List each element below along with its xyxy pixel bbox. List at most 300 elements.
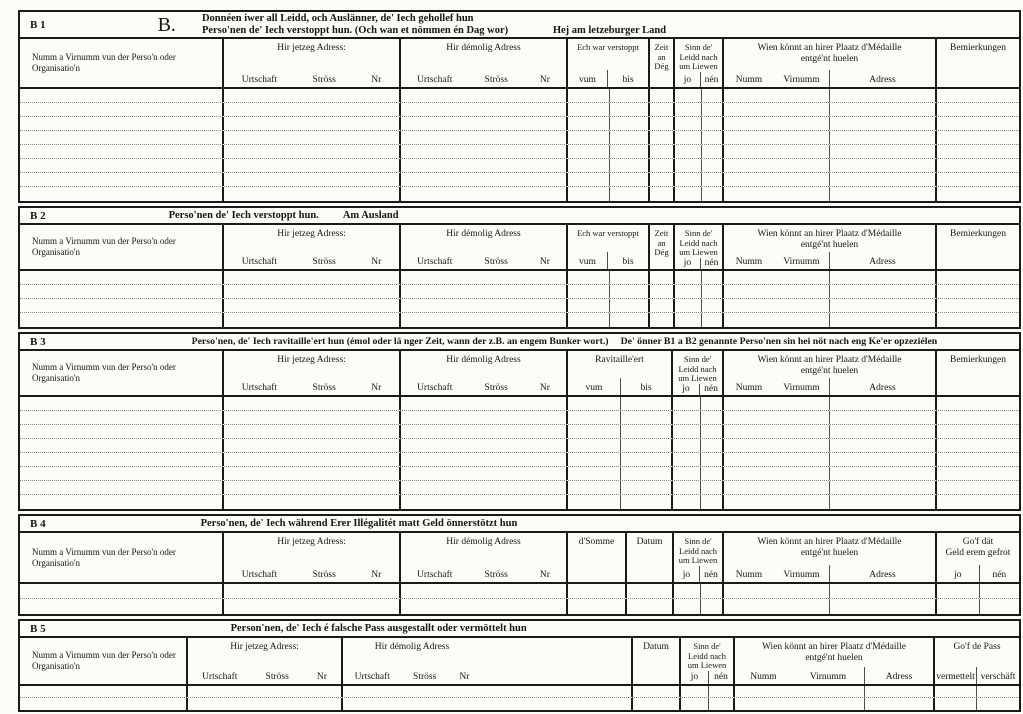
cell-jo	[673, 481, 701, 494]
sub-nen: nén	[714, 672, 728, 682]
cell-name	[20, 187, 224, 201]
sub-bis: bis	[640, 383, 652, 393]
col-header-alive: Sinn de' Leidd nach um Liewen jo nén	[673, 351, 724, 395]
sub-numm: Numm	[735, 570, 763, 580]
col-header-former-address: Hir démolig Adress Urtschaft Ströss Nr	[401, 39, 568, 87]
cell-nen	[709, 698, 735, 710]
cell-numm-virnumm	[724, 299, 830, 312]
section-b5-title-bar	[20, 621, 1019, 638]
cell-jo	[675, 145, 702, 158]
cell-zeit	[650, 89, 675, 102]
cell-numm-virnumm	[724, 89, 830, 102]
cell-nen	[701, 584, 724, 598]
cell-adress	[830, 313, 937, 327]
cell-former-address	[401, 117, 568, 130]
cell-former-address	[401, 453, 568, 466]
cell-name	[20, 698, 188, 710]
cell-numm-virnumm	[724, 495, 830, 509]
sub-nen: nén	[704, 570, 718, 580]
section-b3-title: Perso'nen, de' Iech ravitaille'ert hun (émol oder lä nger Zeit, wann der z.B. an engem Bunker wort.)	[191, 336, 609, 347]
cell-zeit	[650, 131, 675, 144]
cell-numm-virnumm	[724, 131, 830, 144]
cell-numm-virnumm	[724, 481, 830, 494]
cell-current-address	[224, 599, 401, 614]
cell-adress	[830, 159, 937, 172]
cell-former-address	[401, 187, 568, 201]
entry-row	[20, 495, 1019, 509]
cell-jo	[675, 117, 702, 130]
sub-vum: vum	[568, 70, 608, 87]
cell-current-address	[224, 145, 401, 158]
cell-former-address	[401, 397, 568, 410]
cell-adress	[830, 411, 937, 424]
cell-former-address	[401, 467, 568, 480]
sub-urtschaft: Urtschaft	[417, 383, 453, 393]
cell-nen	[702, 285, 724, 298]
sub-urtschaft: Urtschaft	[354, 672, 390, 682]
cell-former-address	[401, 103, 568, 116]
cell-refund-nen	[980, 584, 1019, 598]
cell-nen	[701, 453, 724, 466]
cell-current-address	[224, 495, 401, 509]
cell-remarks	[937, 159, 1019, 172]
cell-former-address	[401, 299, 568, 312]
cell-numm-virnumm	[724, 599, 830, 614]
cell-remarks	[937, 89, 1019, 102]
cell-remarks	[937, 299, 1019, 312]
col-header-medal: Wien könnt an hirer Plaatz d'Médaille entgé'nt huelen Numm Virnumm Adress	[724, 533, 937, 582]
cell-bis	[610, 89, 650, 102]
cell-vum	[568, 285, 610, 298]
cell-zeit	[650, 313, 675, 327]
sub-adress: Adress	[869, 570, 896, 580]
section-b4-id: B 4	[30, 517, 46, 530]
sub-nen: nén	[704, 75, 719, 85]
col-header-current-address: Hir jetzeg Adress: Urtschaft Ströss Nr	[224, 533, 401, 582]
cell-jo	[673, 439, 701, 452]
cell-name	[20, 159, 224, 172]
cell-zeit	[650, 187, 675, 201]
cell-current-address	[224, 453, 401, 466]
cell-numm-virnumm	[724, 145, 830, 158]
col-header-supply-period: Ravitaille'ert vum bis	[568, 351, 673, 395]
cell-numm-virnumm	[724, 425, 830, 438]
cell-remarks	[937, 117, 1019, 130]
entry-row	[20, 173, 1019, 187]
cell-jo	[673, 411, 701, 424]
sub-nr: Nr	[316, 672, 327, 682]
entry-row	[20, 698, 1019, 710]
col-header-hidden-period: Ech war verstoppt vum bis	[568, 225, 650, 269]
col-header-current-address: Hir jetzeg Adress: Urtschaft Ströss Nr	[224, 39, 401, 87]
section-b1-title-bar	[20, 12, 1019, 39]
sub-jo: jo	[675, 72, 701, 88]
section-b4	[18, 514, 1021, 616]
entry-row	[20, 271, 1019, 285]
cell-vum	[568, 187, 610, 201]
cell-remarks	[937, 425, 1019, 438]
cell-vum	[568, 425, 621, 438]
entry-row	[20, 481, 1019, 495]
cell-remarks	[937, 271, 1019, 284]
cell-nen	[701, 495, 724, 509]
col-header-remarks: Bemierkungen	[950, 355, 1006, 365]
col-header-former-address: Hir démolig Adress Urtschaft Ströss Nr	[343, 638, 633, 684]
section-b2-id: B 2	[30, 209, 46, 222]
cell-adress	[830, 425, 937, 438]
cell-remarks	[937, 481, 1019, 494]
cell-nen	[702, 117, 724, 130]
cell-somme	[568, 599, 627, 614]
cell-vum	[568, 271, 610, 284]
col-header-alive: Sinn de' Leidd nach um Liewen jo nén	[674, 533, 724, 582]
cell-name	[20, 599, 224, 614]
cell-vum	[568, 145, 610, 158]
cell-remarks	[937, 131, 1019, 144]
cell-adress	[830, 453, 937, 466]
cell-jo	[673, 453, 701, 466]
cell-current-address	[224, 285, 401, 298]
col-header-datum: Datum	[633, 638, 681, 684]
section-b1-body	[20, 89, 1019, 201]
cell-name	[20, 467, 224, 480]
cell-numm-virnumm	[724, 173, 830, 186]
cell-jo	[681, 698, 709, 710]
col-header-medal: Wien könnt an hirer Plaatz d'Médaille entgé'nt huelen Numm Virnumm Adress	[724, 39, 937, 87]
col-header-hidden-period: Ech war verstoppt vum bis	[568, 39, 650, 87]
cell-current-address	[224, 159, 401, 172]
cell-name	[20, 584, 224, 598]
entry-row	[20, 397, 1019, 411]
cell-adress	[830, 145, 937, 158]
sub-nr: Nr	[371, 570, 382, 580]
cell-nen	[702, 103, 724, 116]
cell-remarks	[937, 495, 1019, 509]
sub-stross: Ströss	[484, 75, 508, 85]
cell-vum	[568, 453, 621, 466]
cell-name	[20, 425, 224, 438]
cell-numm-virnumm	[724, 117, 830, 130]
cell-vum	[568, 495, 621, 509]
cell-remarks	[937, 397, 1019, 410]
cell-adress	[830, 467, 937, 480]
cell-datum	[633, 686, 681, 697]
cell-nen	[702, 159, 724, 172]
cell-vum	[568, 131, 610, 144]
cell-former-address	[401, 285, 568, 298]
cell-jo	[673, 467, 701, 480]
cell-current-address	[224, 173, 401, 186]
cell-current-address	[224, 271, 401, 284]
entry-row	[20, 584, 1019, 599]
cell-refund-jo	[937, 584, 980, 598]
sub-adress: Adress	[869, 257, 896, 267]
cell-adress	[830, 495, 937, 509]
cell-current-address	[224, 481, 401, 494]
cell-remarks	[937, 453, 1019, 466]
section-b3	[18, 332, 1021, 511]
cell-name	[20, 103, 224, 116]
sub-nr: Nr	[371, 383, 382, 393]
sub-bis: bis	[622, 257, 634, 267]
col-header-name: Numm a Virnumm vun der Perso'n oder Organisatio'n	[20, 638, 188, 684]
cell-current-address	[224, 584, 401, 598]
cell-zeit	[650, 173, 675, 186]
col-header-current-address: Hir jetzeg Adress: Urtschaft Ströss Nr	[188, 638, 343, 684]
cell-jo	[675, 159, 702, 172]
col-header-alive: Sinn de' Leidd nach um Liewen jo nén	[675, 225, 724, 269]
section-b5-id: B 5	[30, 622, 46, 635]
section-letter-b: B.	[157, 13, 176, 36]
cell-numm-virnumm	[724, 313, 830, 327]
cell-adress	[865, 698, 935, 710]
col-header-former-address: Hir démolig Adress Urtschaft Ströss Nr	[401, 351, 568, 395]
cell-name	[20, 313, 224, 327]
cell-zeit	[650, 271, 675, 284]
cell-bis	[610, 131, 650, 144]
cell-zeit	[650, 103, 675, 116]
col-header-current-address: Hir jetzeg Adress: Urtschaft Ströss Nr	[224, 351, 401, 395]
cell-numm-virnumm	[735, 686, 865, 697]
cell-name	[20, 686, 188, 697]
entry-row	[20, 103, 1019, 117]
cell-former-address	[401, 173, 568, 186]
entry-row	[20, 411, 1019, 425]
cell-name	[20, 299, 224, 312]
cell-vermettelt	[935, 686, 977, 697]
cell-jo	[675, 187, 702, 201]
cell-numm-virnumm	[724, 285, 830, 298]
cell-remarks	[937, 411, 1019, 424]
sub-urtschaft: Urtschaft	[417, 75, 453, 85]
cell-vum	[568, 89, 610, 102]
cell-zeit	[650, 299, 675, 312]
cell-current-address	[224, 411, 401, 424]
cell-former-address	[401, 313, 568, 327]
entry-row	[20, 599, 1019, 614]
cell-jo	[675, 299, 702, 312]
sub-stross: Ströss	[312, 383, 336, 393]
cell-name	[20, 411, 224, 424]
sub-nr: Nr	[539, 570, 550, 580]
section-b2-title-bar	[20, 208, 1019, 225]
cell-vum	[568, 411, 621, 424]
cell-nen	[701, 397, 724, 410]
section-b5-body	[20, 686, 1019, 710]
cell-vum	[568, 397, 621, 410]
section-b1-id: B 1	[30, 18, 46, 31]
cell-current-address	[224, 187, 401, 201]
cell-adress	[830, 397, 937, 410]
cell-bis	[621, 439, 673, 452]
cell-nen	[702, 89, 724, 102]
cell-adress	[830, 187, 937, 201]
cell-adress	[830, 584, 937, 598]
cell-datum	[633, 698, 681, 710]
cell-zeit	[650, 117, 675, 130]
sub-nr: Nr	[539, 75, 550, 85]
sub-stross: Ströss	[413, 672, 437, 682]
cell-refund-jo	[937, 599, 980, 614]
cell-current-address	[224, 117, 401, 130]
sub-adress: Adress	[885, 672, 913, 682]
cell-vum	[568, 439, 621, 452]
cell-former-address	[401, 89, 568, 102]
cell-vum	[568, 481, 621, 494]
sub-nen: nén	[992, 570, 1007, 580]
col-header-datum: Datum	[627, 533, 674, 582]
cell-former-address	[401, 159, 568, 172]
cell-bis	[621, 495, 673, 509]
cell-jo	[674, 584, 701, 598]
section-b2	[18, 206, 1021, 329]
cell-jo	[674, 599, 701, 614]
cell-jo	[675, 173, 702, 186]
col-header-refund: Go'f dät Geld erem gefrot jo nén	[937, 533, 1019, 582]
cell-bis	[621, 453, 673, 466]
col-header-former-address: Hir démolig Adress Urtschaft Ströss Nr	[401, 533, 568, 582]
cell-current-address	[224, 299, 401, 312]
cell-numm-virnumm	[724, 187, 830, 201]
cell-nen	[701, 425, 724, 438]
cell-remarks	[937, 145, 1019, 158]
section-b4-title: Perso'nen, de' Iech während Erer Illégalitét matt Geld önnerstötzt hun	[200, 518, 518, 529]
entry-row	[20, 467, 1019, 481]
sub-nr: Nr	[539, 257, 550, 267]
cell-adress	[830, 481, 937, 494]
section-b1-title	[202, 13, 666, 37]
sub-urtschaft: Urtschaft	[241, 383, 278, 393]
cell-remarks	[937, 285, 1019, 298]
cell-bis	[610, 271, 650, 284]
cell-bis	[621, 397, 673, 410]
sub-jo: jo	[673, 384, 700, 396]
sub-vermettelt: vermettelt	[935, 667, 977, 684]
sub-verschaft: verschäft	[980, 672, 1016, 682]
section-b2-body	[20, 271, 1019, 327]
cell-verschaft	[977, 698, 1019, 710]
cell-nen	[701, 599, 724, 614]
col-header-alive: Sinn de' Leidd nach um Liewen jo nén	[675, 39, 724, 87]
cell-former-address	[401, 131, 568, 144]
cell-bis	[610, 299, 650, 312]
sub-stross: Ströss	[312, 257, 336, 267]
sub-virnumm: Virnumm	[774, 70, 830, 87]
sub-jo: jo	[675, 258, 701, 270]
cell-remarks	[937, 467, 1019, 480]
sub-numm: Numm	[735, 383, 763, 393]
cell-bis	[610, 103, 650, 116]
entry-row	[20, 131, 1019, 145]
cell-nen	[702, 187, 724, 201]
cell-jo	[673, 495, 701, 509]
cell-former-address	[401, 599, 568, 614]
col-header-pass: Go'f de Pass vermettelt verschäft	[935, 638, 1019, 684]
entry-row	[20, 159, 1019, 173]
sub-bis: bis	[622, 75, 634, 85]
section-b1-title-line2: Perso'nen de' Iech verstoppt hun. (Och wan et nömmen én Dag wor)	[201, 24, 509, 36]
entry-row	[20, 439, 1019, 453]
cell-bis	[610, 285, 650, 298]
section-b3-id: B 3	[30, 335, 46, 348]
cell-datum	[627, 599, 674, 614]
sub-adress: Adress	[869, 75, 896, 85]
cell-nen	[701, 467, 724, 480]
entry-row	[20, 117, 1019, 131]
cell-datum	[627, 584, 674, 598]
cell-numm-virnumm	[724, 271, 830, 284]
entry-row	[20, 453, 1019, 467]
sub-nen: nén	[704, 383, 718, 394]
cell-bis	[621, 481, 673, 494]
cell-name	[20, 453, 224, 466]
cell-remarks	[937, 313, 1019, 327]
sub-numm: Numm	[735, 75, 763, 85]
cell-nen	[702, 271, 724, 284]
cell-current-address	[224, 467, 401, 480]
cell-nen	[702, 145, 724, 158]
cell-current-address	[224, 439, 401, 452]
sub-urtschaft: Urtschaft	[241, 75, 278, 85]
sub-nr: Nr	[459, 672, 470, 682]
sub-urtschaft: Urtschaft	[417, 257, 453, 267]
col-header-zeit-an-deg: Zeit an Dég	[650, 39, 675, 87]
cell-zeit	[650, 159, 675, 172]
cell-adress	[830, 271, 937, 284]
cell-nen	[702, 313, 724, 327]
cell-former-address	[401, 439, 568, 452]
entry-row	[20, 299, 1019, 313]
cell-nen	[701, 439, 724, 452]
cell-adress	[830, 117, 937, 130]
cell-name	[20, 145, 224, 158]
cell-nen	[701, 411, 724, 424]
cell-bis	[610, 117, 650, 130]
cell-vum	[568, 173, 610, 186]
cell-zeit	[650, 145, 675, 158]
sub-stross: Ströss	[484, 257, 508, 267]
col-header-current-address: Hir jetzeg Adress: Urtschaft Ströss Nr	[224, 225, 401, 269]
cell-bis	[610, 173, 650, 186]
col-header-medal: Wien könnt an hirer Plaatz d'Médaille entgé'nt huelen Numm Virnumm Adress	[724, 351, 937, 395]
sub-nen: nén	[704, 257, 719, 268]
col-header-name: Numm a Virnumm vun der Perso'n oder Organisatio'n	[20, 39, 224, 87]
cell-adress	[830, 89, 937, 102]
sub-virnumm: Virnumm	[774, 565, 830, 582]
cell-former-address	[401, 425, 568, 438]
cell-adress	[830, 103, 937, 116]
entry-row	[20, 89, 1019, 103]
cell-current-address	[224, 103, 401, 116]
sub-stross: Ströss	[265, 672, 289, 682]
cell-numm-virnumm	[724, 439, 830, 452]
cell-name	[20, 173, 224, 186]
section-b5	[18, 619, 1021, 712]
cell-current-address	[188, 686, 343, 697]
section-b1-title-right: Hej am letzeburger Land	[552, 24, 667, 36]
cell-nen	[709, 686, 735, 697]
section-b1-column-headers	[20, 39, 1019, 89]
section-b2-title: Perso'nen de' Iech verstoppt hun.	[168, 210, 319, 221]
entry-row	[20, 285, 1019, 299]
entry-row	[20, 313, 1019, 327]
sub-nr: Nr	[371, 257, 382, 267]
cell-bis	[610, 159, 650, 172]
entry-row	[20, 187, 1019, 201]
section-b2-title-right: Am Ausland	[342, 210, 399, 221]
cell-remarks	[937, 439, 1019, 452]
sub-stross: Ströss	[312, 570, 336, 580]
